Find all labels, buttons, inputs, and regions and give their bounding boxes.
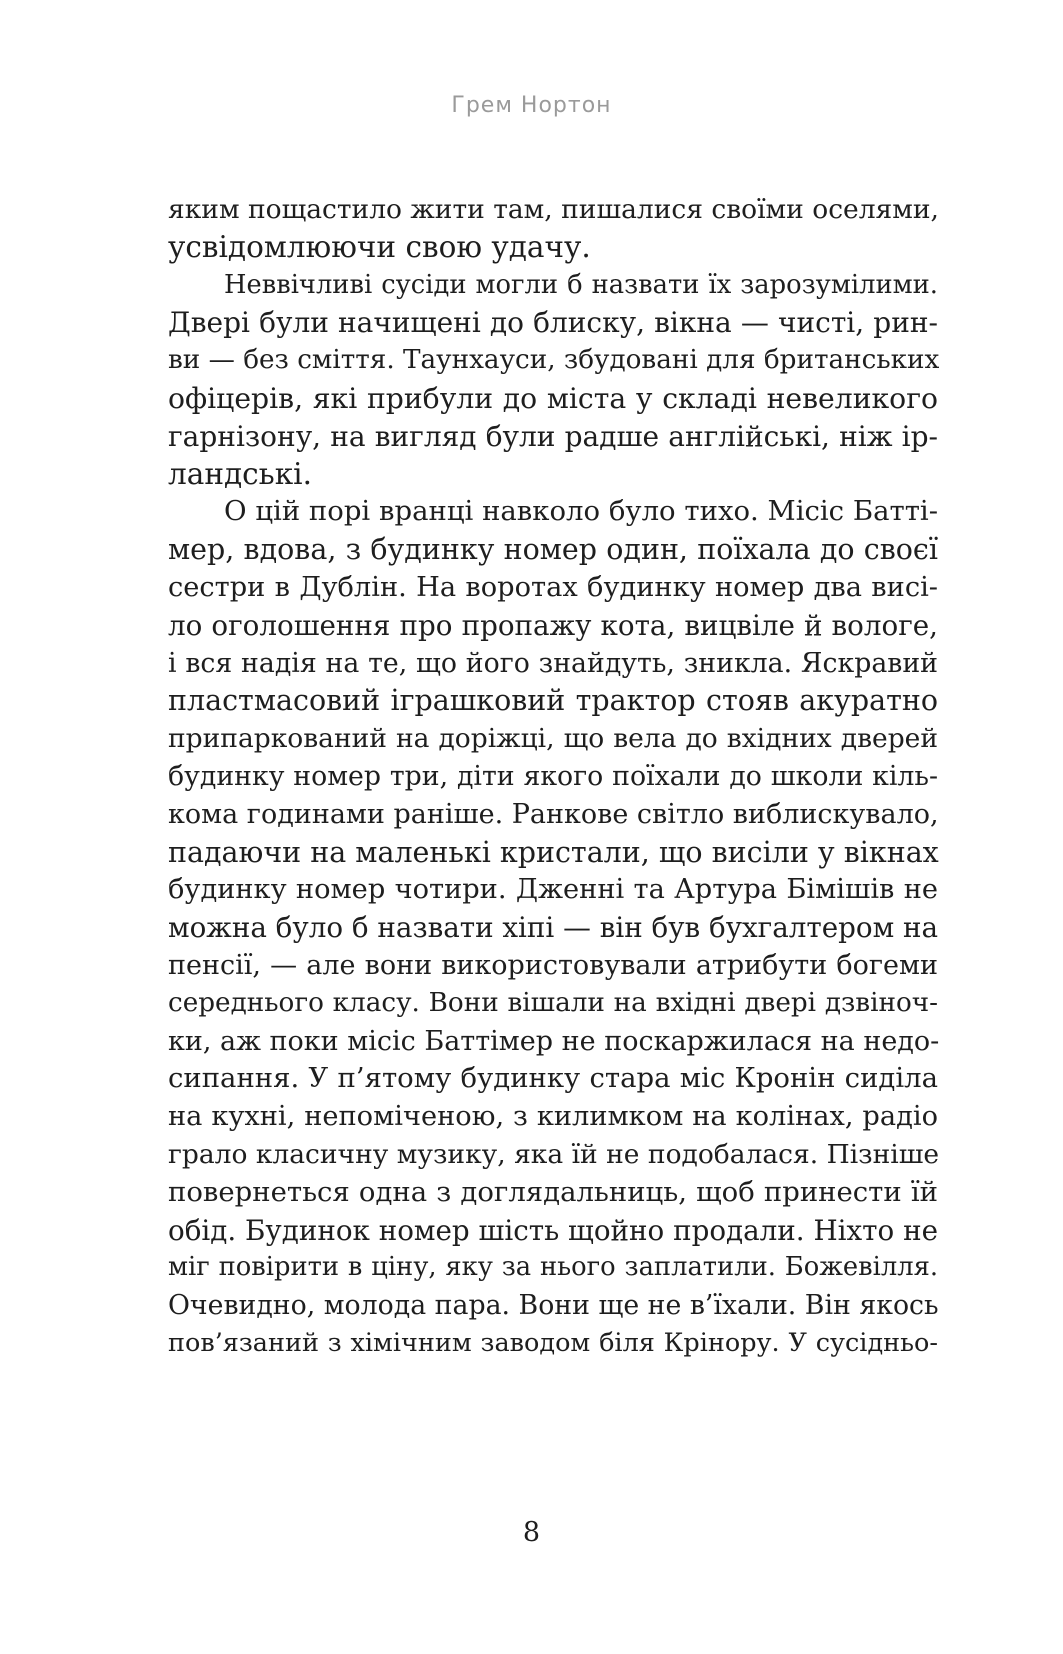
- text-line: на кухні, непоміченою, з килимком на колінах, радіо: [168, 1101, 938, 1133]
- text-line: сестри в Дублін. На воротах будинку номер два висі-: [168, 571, 938, 603]
- text-line: грало класичну музику, яка їй не подобалася. Пізніше: [168, 1138, 940, 1170]
- text-line: сипання. У п’ятому будинку стара міс Кронін сиділа: [168, 1062, 938, 1095]
- text-line: міг повірити в ціну, яку за нього заплатили. Божевілля.: [168, 1252, 938, 1283]
- running-head-author: Грем Нортон: [451, 93, 612, 118]
- text-line: пластмасовий іграшковий трактор стояв акуратно: [168, 684, 938, 718]
- text-line: яким пощастило жити там, пишалися своїми оселями,: [168, 194, 939, 225]
- text-line: обід. Будинок номер шість щойно продали. Ніхто не: [168, 1213, 938, 1247]
- text-line: повернеться одна з доглядальниць, щоб принести їй: [168, 1175, 938, 1208]
- text-line: падаючи на маленькі кристали, що висіли у вікнах: [168, 835, 939, 869]
- text-line: офіцерів, які прибули до міста у складі невеликого: [168, 381, 938, 415]
- text-line: і вся надія на те, що його знайдуть, зникла. Яскравий: [168, 647, 938, 679]
- text-line: середнього класу. Вони вішали на вхідні двері дзвіноч-: [168, 987, 938, 1018]
- text-line: усвідомлюючи свою удачу.: [168, 229, 591, 264]
- text-line: пенсії, — але вони використовували атрибути богеми: [168, 949, 938, 981]
- text-line: припаркований на доріжці, що вела до вхідних дверей: [168, 723, 938, 755]
- body-text: [168, 191, 938, 1363]
- page-number: 8: [522, 1517, 541, 1548]
- text-line: Очевидно, молода пара. Вони ще не в’їхали. Він якось: [168, 1290, 939, 1322]
- text-line: мер, вдова, з будинку номер один, поїхала до своєї: [168, 533, 938, 567]
- text-line: будинку номер чотири. Дженні та Артура Бімішів не: [168, 874, 938, 906]
- text-line: гарнізону, на вигляд були радше англійські, ніж ір-: [168, 419, 938, 453]
- text-line: Двері були начищені до блиску, вікна — чисті, рин-: [168, 306, 938, 340]
- text-line: О цій порі вранці навколо було тихо. Місіс Батті-: [224, 495, 938, 528]
- text-line: пов’язаний з хімічним заводом біля Крінору. У сусідньо-: [168, 1327, 938, 1358]
- text-line: можна було б назвати хіпі — він був бухгалтером на: [168, 911, 939, 945]
- text-line: ло оголошення про пропажу кота, вицвіле й вологе,: [168, 608, 938, 642]
- text-line: ки, аж поки місіс Баттімер не поскаржилася на недо-: [168, 1025, 940, 1057]
- text-line: кома годинами раніше. Ранкове світло виблискувало,: [168, 798, 939, 830]
- text-line: Неввічливі сусіди могли б назвати їх зарозумілими.: [224, 269, 938, 300]
- text-line: ландські.: [168, 456, 312, 491]
- text-line: будинку номер три, діти якого поїхали до школи кіль-: [168, 760, 938, 792]
- text-line: ви — без сміття. Таунхауси, збудовані для британських: [168, 345, 940, 376]
